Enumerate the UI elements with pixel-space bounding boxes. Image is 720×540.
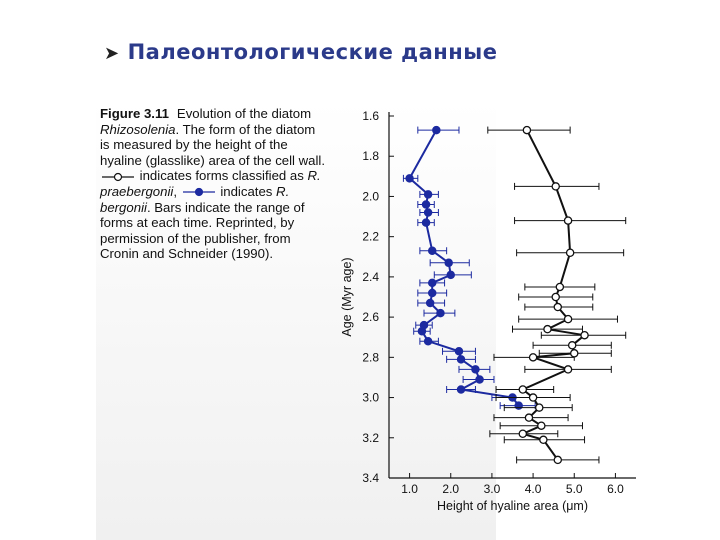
caption-species-2: R. bergonii xyxy=(100,183,290,215)
open-data-point xyxy=(519,430,526,437)
open-data-point xyxy=(564,217,571,224)
closed-data-point xyxy=(515,402,522,409)
closed-series-line xyxy=(410,130,519,406)
open-data-point xyxy=(554,303,561,310)
open-data-point xyxy=(536,404,543,411)
y-tick-label: 2.2 xyxy=(362,229,379,244)
closed-data-point xyxy=(406,175,413,182)
open-data-point xyxy=(519,386,526,393)
x-tick-label: 1.0 xyxy=(401,482,418,496)
caption-species-1: R. praebergonii xyxy=(100,168,321,199)
closed-data-point xyxy=(457,386,464,393)
open-data-point xyxy=(581,332,588,339)
slide-title-text: Палеонтологические данные xyxy=(127,40,498,64)
x-tick-label: 4.0 xyxy=(524,482,542,496)
arrow-bullet-icon: ➤ xyxy=(104,43,120,64)
y-tick-label: 2.8 xyxy=(362,350,379,365)
closed-data-point xyxy=(418,328,425,335)
closed-data-point xyxy=(429,289,436,296)
x-tick-label: 5.0 xyxy=(565,482,583,496)
closed-data-point xyxy=(455,348,462,355)
caption-text-5: indicates xyxy=(216,183,277,199)
caption-genus: Rhizosolenia xyxy=(100,121,176,137)
caption-text-6: . Bars indicate the range of forms at each time. Reprinted, by permission of the publisher, from Cronin and Schneider (1990). xyxy=(100,199,305,262)
closed-data-point xyxy=(472,366,479,373)
open-data-point xyxy=(540,436,547,443)
open-data-point xyxy=(556,283,563,290)
closed-data-point xyxy=(476,376,483,383)
open-data-point xyxy=(554,456,561,463)
open-data-point xyxy=(567,249,574,256)
figure-label: Figure 3.11 xyxy=(100,106,169,121)
open-data-point xyxy=(571,350,578,357)
closed-data-point xyxy=(433,126,440,133)
caption-text-2: . The form of the diatom is measured by the height of the hyaline (glasslike) area of the cell wall. xyxy=(100,121,326,168)
y-tick-label: 3.2 xyxy=(362,430,379,445)
open-data-point xyxy=(529,354,536,361)
closed-data-point xyxy=(447,271,454,278)
closed-data-point xyxy=(429,247,436,254)
y-tick-label: 3.4 xyxy=(362,471,379,485)
x-tick-label: 3.0 xyxy=(483,482,501,496)
closed-data-point xyxy=(425,338,432,345)
open-data-point xyxy=(552,293,559,300)
y-tick-label: 1.6 xyxy=(362,109,379,123)
closed-data-point xyxy=(457,356,464,363)
open-data-point xyxy=(538,422,545,429)
open-data-point xyxy=(569,342,576,349)
y-tick-label: 2.4 xyxy=(362,269,379,284)
y-tick-label: 2.6 xyxy=(362,310,379,325)
caption-text-4: , xyxy=(173,183,181,199)
caption-text-1: Evolution of the diatom xyxy=(176,106,312,121)
y-tick-label: 3.0 xyxy=(362,390,379,405)
open-data-point xyxy=(552,183,559,190)
closed-data-point xyxy=(445,259,452,266)
closed-data-point xyxy=(437,309,444,316)
closed-data-point xyxy=(422,219,429,226)
closed-data-point xyxy=(425,209,432,216)
y-tick-label: 1.8 xyxy=(362,149,379,164)
open-data-point xyxy=(523,126,530,133)
caption-text-3: indicates forms classified as xyxy=(136,168,308,184)
open-data-point xyxy=(525,414,532,421)
open-data-point xyxy=(564,366,571,373)
open-data-point xyxy=(529,394,536,401)
closed-data-point xyxy=(425,191,432,198)
open-data-point xyxy=(564,316,571,323)
closed-data-point xyxy=(427,299,434,306)
x-axis-title: Height of hyaline area (μm) xyxy=(436,499,589,513)
closed-data-point xyxy=(429,279,436,286)
x-tick-label: 2.0 xyxy=(442,482,460,496)
y-axis-title: Age (Myr age) xyxy=(340,257,354,337)
closed-data-point xyxy=(422,201,429,208)
x-tick-label: 6.0 xyxy=(607,482,624,496)
y-tick-label: 2.0 xyxy=(362,189,379,204)
open-data-point xyxy=(544,326,551,333)
